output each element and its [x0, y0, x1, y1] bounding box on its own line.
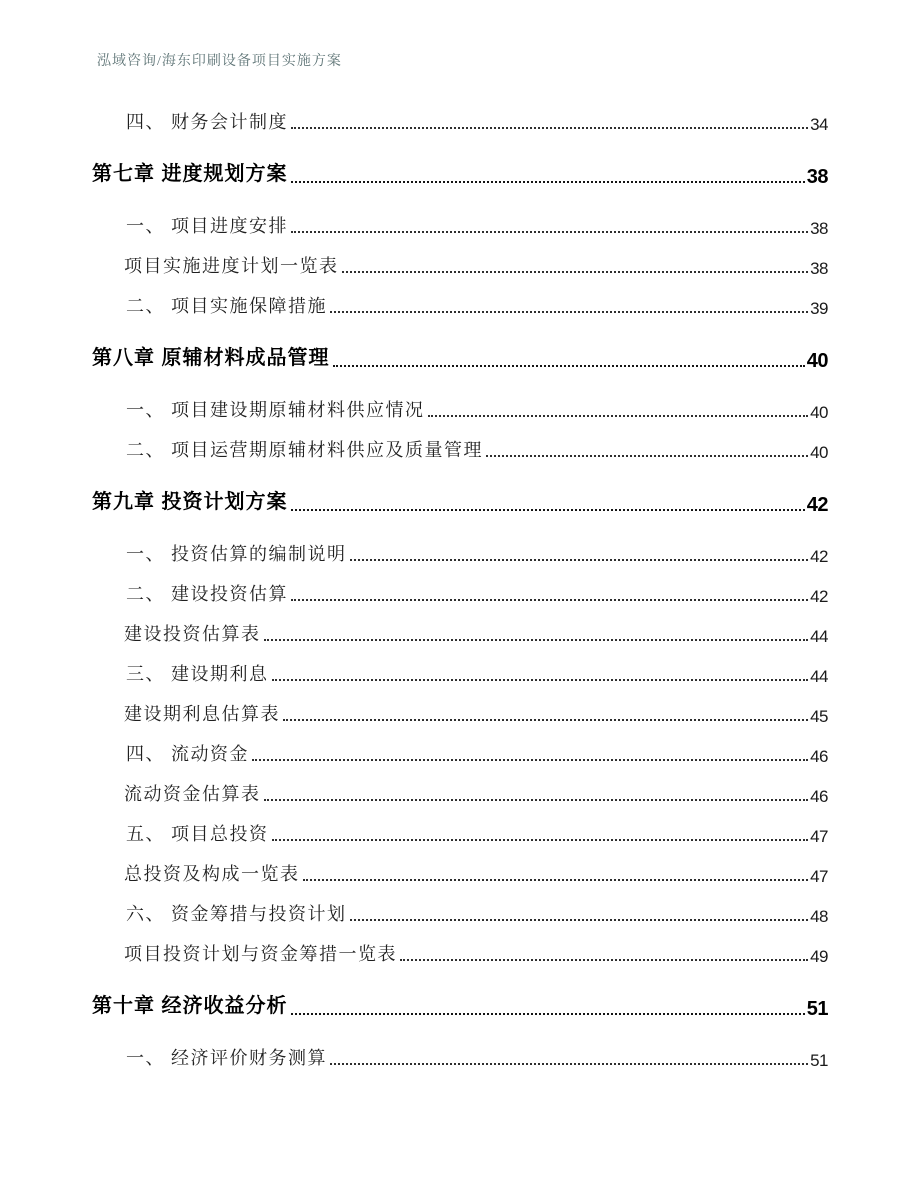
- toc-entry-title: 第七章 进度规划方案: [92, 163, 288, 185]
- toc-entry[interactable]: [92, 542, 828, 566]
- toc-entry-title: 六、 资金筹措与投资计划: [126, 904, 347, 924]
- toc-entry[interactable]: [92, 294, 828, 318]
- toc-entry[interactable]: [92, 702, 828, 726]
- toc-entry-page: 42: [810, 547, 828, 566]
- toc-entry[interactable]: [92, 214, 828, 238]
- toc-entry-page: 34: [810, 115, 828, 134]
- dot-leader: [291, 181, 805, 183]
- toc-entry-page: 51: [810, 1051, 828, 1070]
- toc-entry-page: 42: [806, 494, 828, 516]
- toc-entry-title: 建设期利息估算表: [124, 704, 280, 724]
- dot-leader: [291, 231, 808, 233]
- toc-entry-page: 49: [810, 947, 828, 966]
- dot-leader: [291, 599, 808, 601]
- toc-entry[interactable]: [92, 862, 828, 886]
- toc-entry-page: 47: [810, 867, 828, 886]
- dot-leader: [283, 719, 808, 721]
- dot-leader: [291, 1013, 805, 1015]
- dot-leader: [333, 365, 805, 367]
- toc-entry[interactable]: [92, 343, 828, 373]
- toc-entry-page: 45: [810, 707, 828, 726]
- toc-entry-page: 47: [810, 827, 828, 846]
- toc-entry-page: 39: [810, 299, 828, 318]
- toc-entry[interactable]: [92, 822, 828, 846]
- toc-entry[interactable]: [92, 902, 828, 926]
- dot-leader: [350, 559, 809, 561]
- toc-entry-page: 38: [810, 259, 828, 278]
- dot-leader: [342, 271, 809, 273]
- toc-entry-page: 44: [810, 627, 828, 646]
- toc-entry-page: 38: [806, 166, 828, 188]
- dot-leader: [428, 415, 809, 417]
- toc-entry-title: 第八章 原辅材料成品管理: [92, 347, 330, 369]
- toc-entry-title: 流动资金估算表: [124, 784, 261, 804]
- toc-entry-title: 一、 投资估算的编制说明: [126, 544, 347, 564]
- dot-leader: [252, 759, 808, 761]
- dot-leader: [330, 1063, 808, 1065]
- toc-entry-page: 46: [810, 787, 828, 806]
- toc-entry[interactable]: [92, 662, 828, 686]
- toc-entry[interactable]: [92, 487, 828, 517]
- header-title: 泓域咨询/海东印刷设备项目实施方案: [97, 54, 342, 69]
- toc-entry-page: 44: [810, 667, 828, 686]
- dot-leader: [330, 311, 808, 313]
- toc-entry-page: 48: [810, 907, 828, 926]
- dot-leader: [291, 127, 808, 129]
- dot-leader: [291, 509, 805, 511]
- toc-entry-title: 三、 建设期利息: [126, 664, 269, 684]
- toc-entry-title: 总投资及构成一览表: [124, 864, 300, 884]
- toc-entry-page: 40: [806, 350, 828, 372]
- toc-entry-page: 38: [810, 219, 828, 238]
- toc-entry-title: 第九章 投资计划方案: [92, 491, 288, 513]
- toc-entry[interactable]: [92, 991, 828, 1021]
- toc-entry-title: 四、 财务会计制度: [126, 112, 288, 132]
- toc-entry-page: 51: [806, 998, 828, 1020]
- toc-entry-title: 五、 项目总投资: [126, 824, 269, 844]
- dot-leader: [400, 959, 808, 961]
- toc-entry[interactable]: [92, 622, 828, 646]
- dot-leader: [486, 455, 808, 457]
- toc-entry-title: 项目实施进度计划一览表: [124, 256, 339, 276]
- toc-entry-title: 二、 项目运营期原辅材料供应及质量管理: [126, 440, 483, 460]
- toc-entry-page: 40: [810, 403, 828, 422]
- dot-leader: [350, 919, 809, 921]
- toc-entry-title: 一、 项目建设期原辅材料供应情况: [126, 400, 425, 420]
- document-header: [92, 52, 828, 72]
- dot-leader: [303, 879, 809, 881]
- dot-leader: [272, 679, 809, 681]
- toc-entry[interactable]: [92, 438, 828, 462]
- toc-entry[interactable]: [92, 1046, 828, 1070]
- toc-entry-title: 二、 建设投资估算: [126, 584, 288, 604]
- toc-entry-title: 四、 流动资金: [126, 744, 249, 764]
- toc-entry[interactable]: [92, 942, 828, 966]
- toc-entry-title: 项目投资计划与资金筹措一览表: [124, 944, 397, 964]
- toc-entry-title: 建设投资估算表: [124, 624, 261, 644]
- table-of-contents: [92, 110, 828, 1070]
- toc-entry-page: 42: [810, 587, 828, 606]
- toc-entry[interactable]: [92, 159, 828, 189]
- toc-entry[interactable]: [92, 582, 828, 606]
- toc-entry-title: 第十章 经济收益分析: [92, 995, 288, 1017]
- toc-entry-title: 二、 项目实施保障措施: [126, 296, 327, 316]
- toc-entry[interactable]: [92, 254, 828, 278]
- toc-entry-page: 40: [810, 443, 828, 462]
- toc-entry[interactable]: [92, 742, 828, 766]
- toc-entry-title: 一、 经济评价财务测算: [126, 1048, 327, 1068]
- toc-entry-title: 一、 项目进度安排: [126, 216, 288, 236]
- dot-leader: [272, 839, 809, 841]
- toc-entry[interactable]: [92, 782, 828, 806]
- dot-leader: [264, 639, 809, 641]
- toc-entry[interactable]: [92, 398, 828, 422]
- dot-leader: [264, 799, 809, 801]
- toc-entry[interactable]: [92, 110, 828, 134]
- toc-entry-page: 46: [810, 747, 828, 766]
